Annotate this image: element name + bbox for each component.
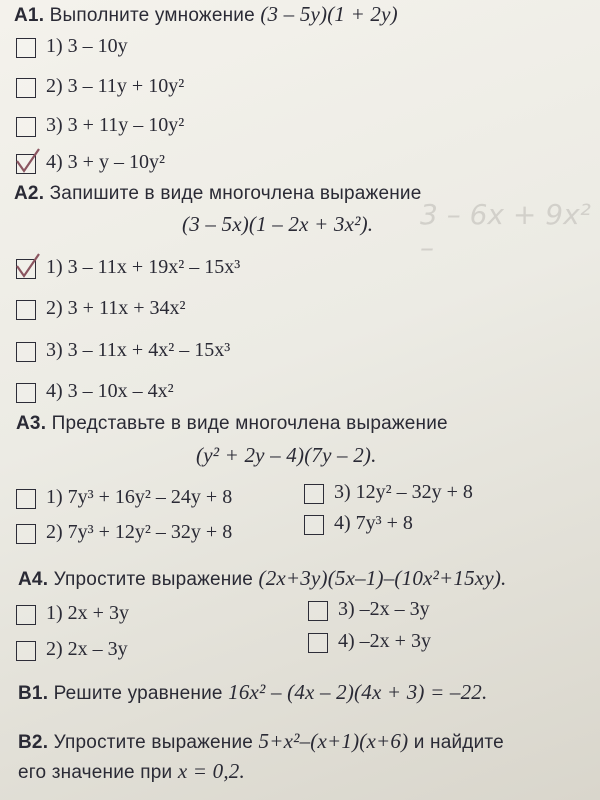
checkbox-a2-4[interactable]: [16, 383, 36, 403]
checkbox-a2-2[interactable]: [16, 300, 36, 320]
question-expression: 16x² – (4x – 2)(4x + 3) = –22.: [228, 680, 488, 704]
option-a2-3: 3) 3 – 11x + 4x² – 15x³: [46, 339, 231, 361]
option-a3-2: 2) 7y³ + 12y² – 32y + 8: [46, 521, 233, 543]
checkbox-a3-4[interactable]: [304, 515, 324, 535]
option-a4-1: 1) 2x + 3y: [46, 602, 129, 624]
question-number: A1.: [14, 5, 45, 26]
checkbox-a1-3[interactable]: [16, 117, 36, 137]
checkbox-a1-2[interactable]: [16, 78, 36, 98]
question-text-tail: и найдите: [413, 732, 504, 753]
question-text: Упростите выражение: [53, 732, 254, 753]
question-expression: (2x+3y)(5x–1)–(10x²+15xy).: [258, 566, 507, 590]
checkbox-a4-2[interactable]: [16, 641, 36, 661]
question-a1: [14, 2, 398, 27]
option-a1-4: 4) 3 + y – 10y²: [46, 151, 165, 173]
question-number: A3.: [16, 413, 47, 434]
question-number: A4.: [18, 569, 49, 590]
option-a1-1: 1) 3 – 10y: [46, 35, 128, 57]
checkbox-a3-2[interactable]: [16, 524, 36, 544]
checkmark-icon: [15, 252, 41, 282]
question-a2-expression: (3 – 5x)(1 – 2x + 3x²).: [182, 212, 374, 236]
question-b1: [18, 680, 487, 705]
checkbox-a3-1[interactable]: [16, 489, 36, 509]
option-a3-3: 3) 12y² – 32y + 8: [334, 481, 473, 503]
question-a2: [14, 180, 421, 205]
question-b2: [18, 729, 504, 754]
question-text: его значение при: [18, 762, 173, 783]
question-value: x = 0,2.: [177, 759, 245, 783]
checkbox-a1-1[interactable]: [16, 38, 36, 58]
question-number: A2.: [14, 183, 45, 204]
question-text: Выполните умножение: [49, 5, 255, 26]
question-text: Упростите выражение: [53, 569, 254, 590]
option-a3-1: 1) 7y³ + 16y² – 24y + 8: [46, 486, 233, 508]
question-expression: 5+x²–(x+1)(x+6): [258, 729, 409, 753]
checkmark-icon: [15, 147, 41, 177]
option-a1-2: 2) 3 – 11y + 10y²: [46, 75, 185, 97]
option-a4-2: 2) 2x – 3y: [46, 638, 128, 660]
checkbox-a1-4[interactable]: [16, 154, 36, 174]
checkbox-a4-1[interactable]: [16, 605, 36, 625]
pencil-note: 3 – 6x + 9x² –: [420, 198, 591, 264]
checkbox-a2-3[interactable]: [16, 342, 36, 362]
question-text: Решите уравнение: [53, 683, 223, 704]
option-a2-2: 2) 3 + 11x + 34x²: [46, 297, 186, 319]
question-a3: [16, 410, 448, 435]
checkbox-a4-3[interactable]: [308, 601, 328, 621]
question-expression: (3 – 5y)(1 + 2y): [260, 2, 398, 26]
question-text: Запишите в виде многочлена выражение: [49, 183, 422, 204]
checkbox-a4-4[interactable]: [308, 633, 328, 653]
option-a2-1: 1) 3 – 11x + 19x² – 15x³: [46, 256, 241, 278]
question-number: B1.: [18, 683, 49, 704]
checkbox-a2-1[interactable]: [16, 259, 36, 279]
question-a3-expression: (y² + 2y – 4)(7y – 2).: [196, 443, 377, 467]
question-number: B2.: [18, 732, 49, 753]
question-a4: [18, 566, 507, 591]
option-a1-3: 3) 3 + 11y – 10y²: [46, 114, 185, 136]
checkbox-a3-3[interactable]: [304, 484, 324, 504]
question-text: Представьте в виде многочлена выражение: [51, 413, 448, 434]
option-a4-4: 4) –2x + 3y: [338, 630, 431, 652]
option-a3-4: 4) 7y³ + 8: [334, 512, 413, 534]
option-a2-4: 4) 3 – 10x – 4x²: [46, 380, 174, 402]
option-a4-3: 3) –2x – 3y: [338, 598, 430, 620]
question-b2-line2: [18, 759, 245, 784]
